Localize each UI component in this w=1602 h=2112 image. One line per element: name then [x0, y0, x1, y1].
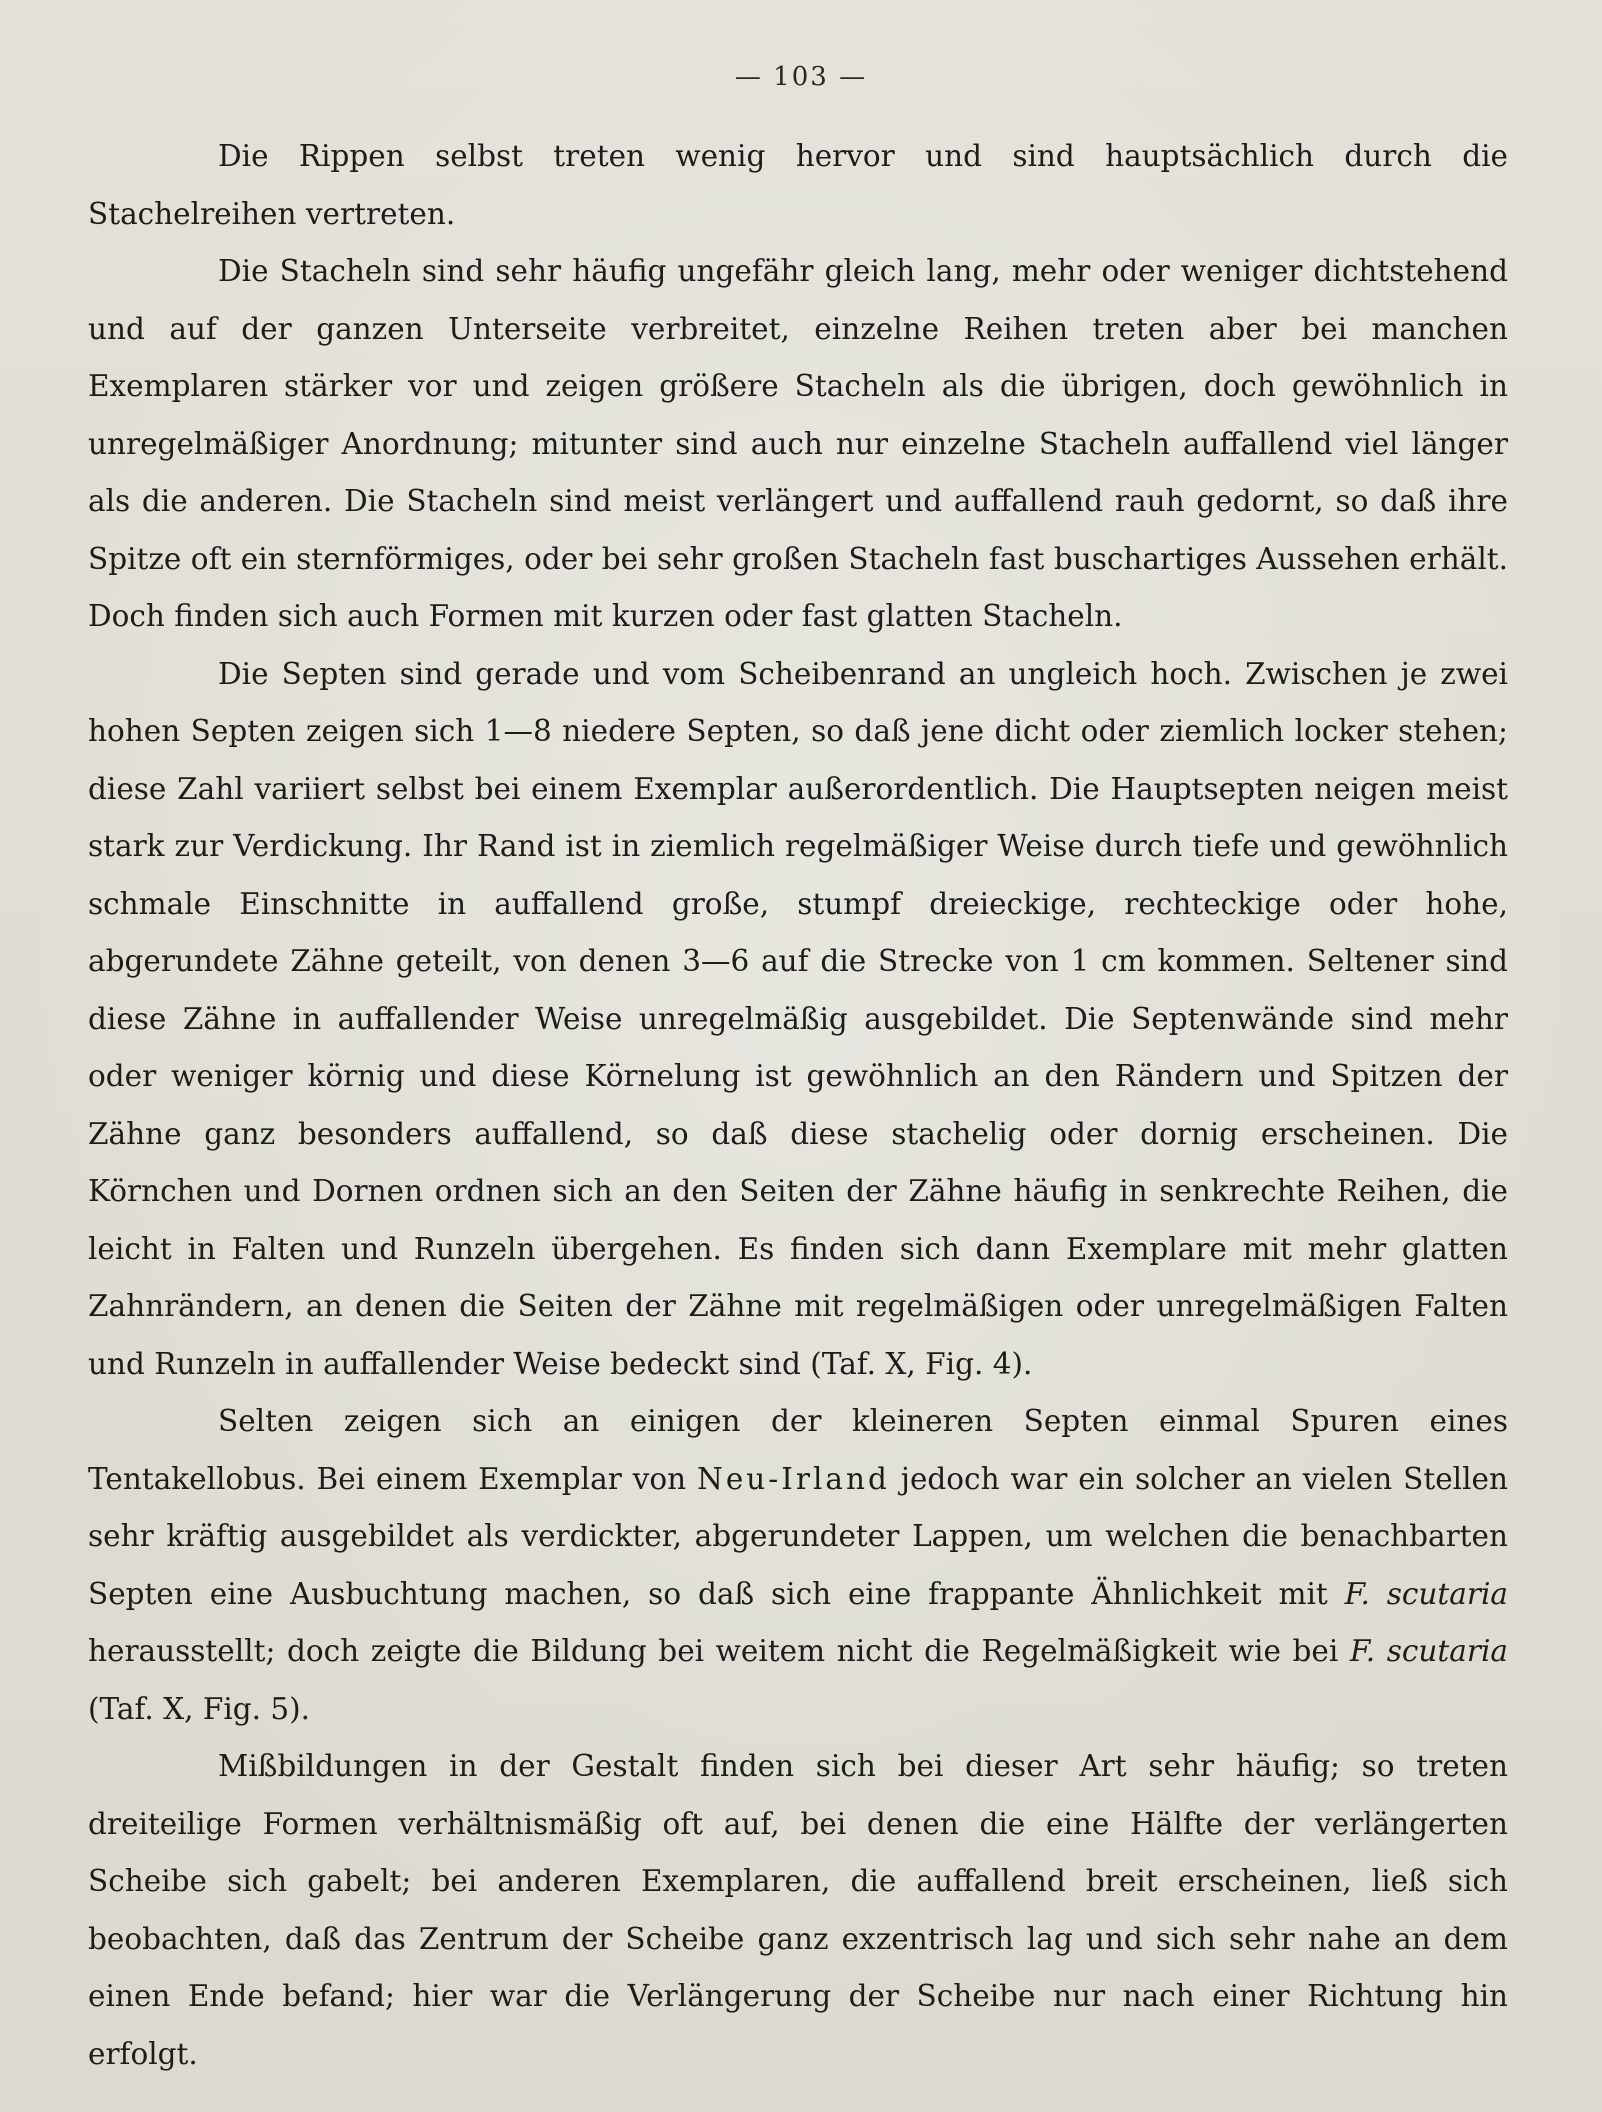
paragraph-ribs: Die Rippen selbst treten wenig hervor und sind hauptsächlich durch die Stachelreihen vertreten.	[88, 139, 1508, 231]
page-number: — 103 —	[734, 62, 868, 92]
text-segment: Selten zeigen sich an einigen der kleineren Septen einmal Spuren eines Tentakellobus. Bei einem Exemplar von	[88, 1404, 1508, 1496]
paragraph-malformations: Mißbildungen in der Gestalt finden sich bei dieser Art sehr häufig; so treten dreiteilige Formen verhältnismäßig oft auf, bei denen die eine Hälfte der verlängerten Scheibe sich gabelt; bei anderen Exemplaren, die auffallend breit erscheinen, ließ sich beobachten, daß das Zentrum der Scheibe ganz exzentrisch lag und sich sehr nahe an dem einen Ende befand; hier war die Verlängerung der Scheibe nur nach einer Richtung hin erfolgt.	[88, 1749, 1508, 2071]
main-text-block	[88, 128, 1508, 2083]
locality-name: Neu-Irland	[697, 1461, 890, 1496]
paragraph-spines: Die Stacheln sind sehr häufig ungefähr gleich lang, mehr oder weniger dichtstehend und auf der ganzen Unterseite verbreitet, einzelne Reihen treten aber bei manchen Exemplaren stärker vor und zeigen größere Stacheln als die übrigen, doch gewöhnlich in unregelmäßiger Anordnung; mitunter sind auch nur einzelne Stacheln auffallend viel länger als die anderen. Die Stacheln sind meist verlängert und auffallend rauh gedornt, so daß ihre Spitze oft ein sternförmiges, oder bei sehr großen Stacheln fast buschartiges Aussehen erhält. Doch finden sich auch Formen mit kurzen oder fast glatten Stacheln.	[88, 254, 1508, 633]
paragraph-tentacle-lobe	[88, 1393, 1508, 1738]
text-segment: (Taf. X, Fig. 5).	[88, 1691, 311, 1726]
paragraph-septa: Die Septen sind gerade und vom Scheibenrand an ungleich hoch. Zwischen je zwei hohen Septen zeigen sich 1—8 niedere Septen, so daß jene dicht oder ziemlich locker stehen; diese Zahl variiert selbst bei einem Exemplar außerordentlich. Die Hauptsepten neigen meist stark zur Verdickung. Ihr Rand ist in ziemlich regelmäßiger Weise durch tiefe und gewöhnlich schmale Einschnitte in auffallend große, stumpf dreieckige, rechteckige oder hohe, abgerundete Zähne geteilt, von denen 3—6 auf die Strecke von 1 cm kommen. Seltener sind diese Zähne in auffallender Weise unregelmäßig ausgebildet. Die Septenwände sind mehr oder weniger körnig und diese Körnelung ist gewöhnlich an den Rändern und Spitzen der Zähne ganz besonders auffallend, so daß diese stachelig oder dornig erscheinen. Die Körnchen und Dornen ordnen sich an den Seiten der Zähne häufig in senkrechte Reihen, die leicht in Falten und Runzeln übergehen. Es finden sich dann Exemplare mit mehr glatten Zahnrändern, an denen die Seiten der Zähne mit regelmäßigen oder unregelmäßigen Falten und Runzeln in auffallender Weise bedeckt sind (Taf. X, Fig. 4).	[88, 656, 1508, 1381]
text-segment: jedoch war ein solcher an vielen Stellen sehr kräftig ausgebildet als verdickter, abgerundeter Lappen, um welchen die benachbarten Septen eine Ausbuchtung machen, so daß sich eine frappante Ähnlichkeit mit	[88, 1461, 1508, 1611]
text-segment: herausstellt; doch zeigte die Bildung bei weitem nicht die Regelmäßigkeit wie bei	[88, 1634, 1339, 1668]
species-name: F. scutaria	[1344, 1576, 1508, 1611]
species-name: F. scutaria	[1349, 1634, 1508, 1668]
